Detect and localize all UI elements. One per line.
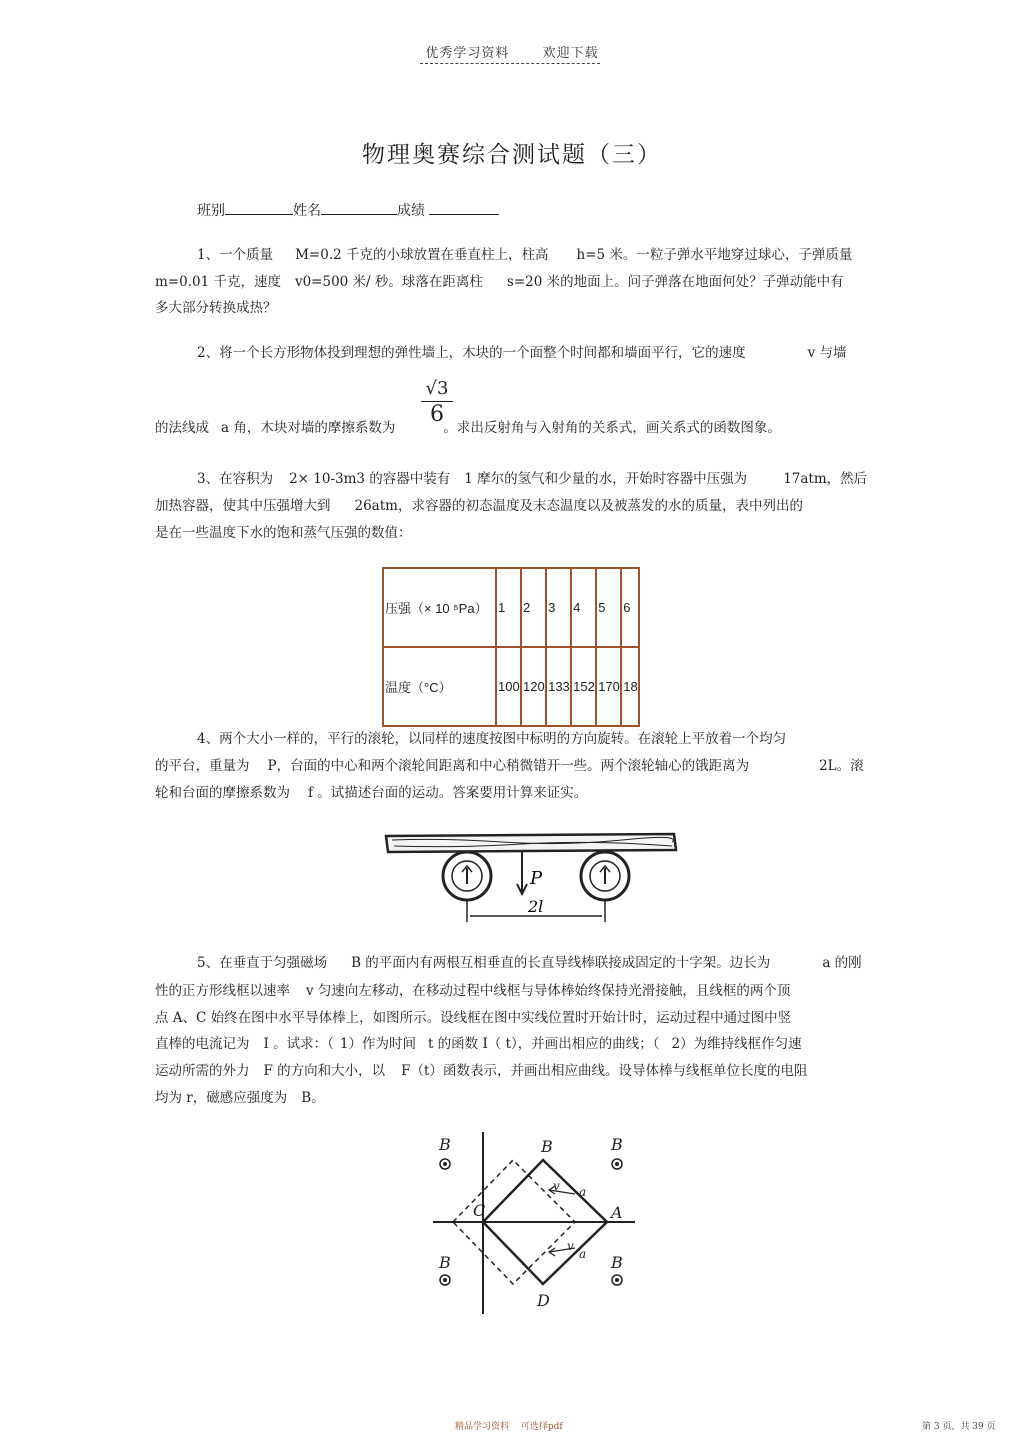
table-cell: 1 [496, 568, 521, 647]
table-row-pressure [383, 568, 639, 647]
name-label: 姓名 [293, 203, 321, 219]
table-cell: 152 [571, 647, 596, 726]
q3-line2: 加热容器，使其中压强增大到 26atm，求容器的初态温度及末态温度以及被蒸发的水的质量，表中列出的 [155, 498, 803, 514]
page-title: 物理奥赛综合测试题（三） [362, 142, 662, 168]
table-header-temperature: 温度（°C） [383, 647, 496, 726]
label-d: D [537, 1291, 550, 1310]
label-b: B [611, 1253, 623, 1272]
q3-line1: 3、在容积为 2× 10-3m3 的容器中装有 1 摩尔的氢气和少量的水，开始时容器中压强为 17atm，然后 [197, 471, 868, 487]
label-a-side: a [579, 1185, 587, 1199]
name-blank [321, 202, 397, 215]
q2-line2: 的法线成 a 角，木块对墙的摩擦系数为 。求出反射角与入射角的关系式，画关系式的函数图象。 [155, 420, 781, 436]
fraction-denominator: 6 [430, 402, 444, 427]
q5-line6: 均为 r，磁感应强度为 B。 [155, 1090, 325, 1106]
table-cell: 120 [521, 647, 546, 726]
label-c: C [473, 1201, 486, 1220]
label-b: B [611, 1135, 623, 1154]
label-2l: 2l [528, 897, 544, 916]
page-number: 第 3 页，共 39 页 [922, 1422, 996, 1432]
table-cell: 3 [546, 568, 571, 647]
q1-line1: 1、一个质量 M=0.2 千克的小球放置在垂直柱上，柱高 h=5 米。一粒子弹水平地穿过球心，子弹质量 [197, 247, 853, 263]
table-row-temperature [383, 647, 639, 726]
q5-line5: 运动所需的外力 F 的方向和大小，以 F（t）函数表示，并画出相应曲线。设导体棒与线框单位长度的电阻 [155, 1063, 808, 1079]
header-divider [420, 63, 600, 64]
table-cell: 133 [546, 647, 571, 726]
score-blank [429, 202, 499, 215]
class-label: 班别 [197, 203, 225, 219]
fraction-numerator: √3 [421, 378, 453, 402]
q3-line3: 是在一些温度下水的饱和蒸气压强的数值： [155, 525, 412, 541]
table-cell: 5 [596, 568, 621, 647]
class-blank [225, 202, 293, 215]
student-info-fields [197, 200, 499, 220]
table-cell: 2 [521, 568, 546, 647]
q4-line2: 的平台，重量为 P，台面的中心和两个滚轮间距离和中心稍微错开一些。两个滚轮轴心的饿距离为 2L。滚 [155, 758, 864, 774]
q5-line1: 5、在垂直于匀强磁场 B 的平面内有两根互相垂直的长直导线棒联接成固定的十字架。边长为 a 的刚 [197, 955, 862, 971]
vapor-pressure-table [382, 567, 640, 727]
q1-line2: m=0.01 千克，速度 v0=500 米/ 秒。球落在距离柱 s=20 米的地面上。问子弹落在地面何处？子弹动能中有 [155, 274, 844, 290]
label-a-vertex: A [611, 1203, 623, 1222]
table-cell: 100 [496, 647, 521, 726]
q4-line1: 4、两个大小一样的，平行的滚轮，以同样的速度按图中标明的方向旋转。在滚轮上平放着一个均匀 [197, 731, 787, 747]
label-a-side: a [579, 1247, 587, 1261]
label-b: B [439, 1135, 451, 1154]
table-cell: 6 [621, 568, 639, 647]
page-header [0, 42, 1024, 61]
table-cell: 170 [596, 647, 621, 726]
table-cell: 18 [621, 647, 639, 726]
magnetic-frame-diagram [425, 1128, 650, 1318]
score-label: 成绩 [397, 203, 425, 219]
label-b-top: B [541, 1137, 553, 1156]
rollers-diagram [382, 828, 682, 928]
q4-line3: 轮和台面的摩擦系数为 f 。试描述台面的运动。答案要用计算来证实。 [155, 785, 588, 801]
q5-line2: 性的正方形线框以速率 v 匀速向左移动，在移动过程中线框与导体棒始终保持光滑接触，且线框的两个顶 [155, 983, 791, 999]
label-p: P [530, 868, 543, 889]
footer-left: 精品学习资料 可选择pdf [455, 1422, 563, 1432]
header-left: 优秀学习资料 [425, 46, 510, 61]
q5-line4: 直棒的电流记为 I 。试求：（ 1）作为时间 t 的函数 I（ t），并画出相应的曲线；（ 2）为维持线框作匀速 [155, 1036, 802, 1052]
q1-line3: 多大部分转换成热？ [155, 300, 277, 316]
table-cell: 4 [571, 568, 596, 647]
q2-line1: 2、将一个长方形物体投到理想的弹性墙上，木块的一个面整个时间都和墙面平行，它的速度 v 与墙 [197, 345, 847, 361]
label-v: v [567, 1239, 574, 1253]
header-right: 欢迎下载 [542, 46, 599, 61]
label-b: B [439, 1253, 451, 1272]
q5-line3: 点 A、C 始终在图中水平导体棒上，如图所示。设线框在图中实线位置时开始计时，运动过程中通过图中竖 [155, 1010, 792, 1026]
table-header-pressure: 压强（× 10 ⁵Pa） [383, 568, 496, 647]
label-v: v [553, 1179, 560, 1193]
